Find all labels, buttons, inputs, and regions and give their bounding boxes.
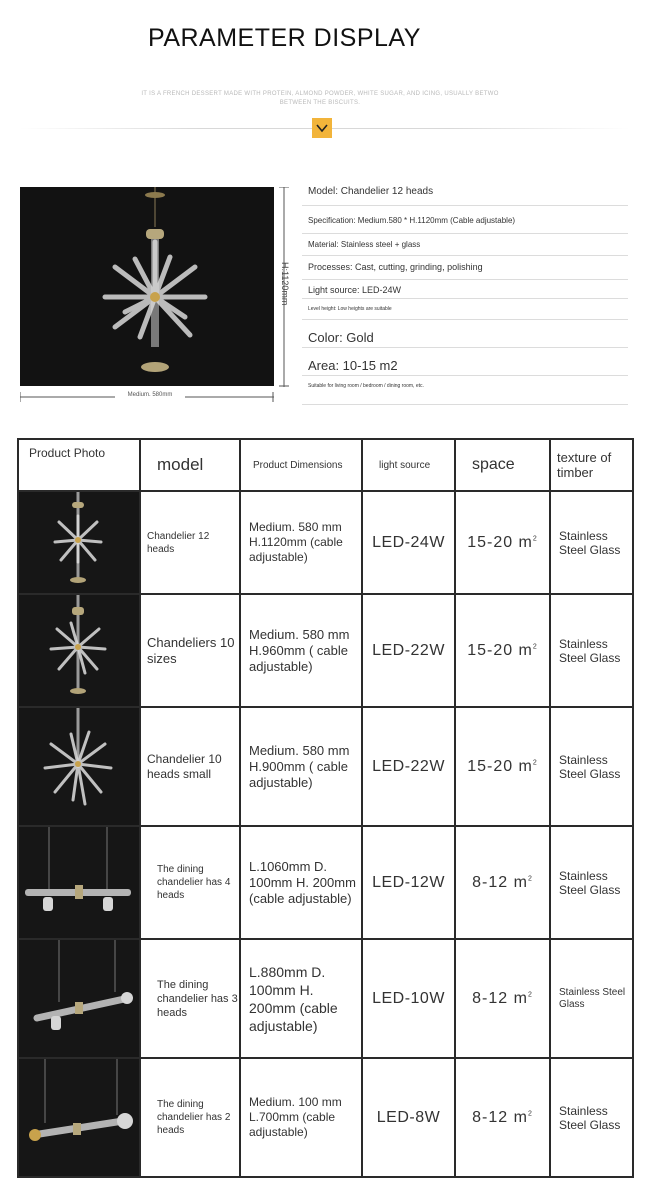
row-light-source: LED-10W	[362, 939, 455, 1058]
table-row	[18, 491, 633, 594]
header-texture: texture of timber	[550, 439, 633, 491]
product-table	[17, 438, 634, 1178]
row-light-source: LED-24W	[362, 491, 455, 594]
height-dimension-label: H:1120mm	[280, 262, 290, 306]
spec-specification: Specification: Medium.580 * H.1120mm (Cable adjustable)	[302, 212, 628, 234]
row-light-source: LED-12W	[362, 826, 455, 939]
row-texture: Stainless Steel Glass	[550, 594, 633, 707]
product-photo	[18, 491, 140, 594]
header-model: model	[140, 439, 240, 491]
table-row	[18, 707, 633, 826]
row-model: Chandelier 12 heads	[140, 491, 240, 594]
table-row	[18, 594, 633, 707]
table-header-row	[18, 439, 633, 491]
spec-model: Model: Chandelier 12 heads	[302, 182, 628, 206]
table-row	[18, 1058, 633, 1177]
product-photo	[18, 707, 140, 826]
row-texture: Stainless Steel Glass	[550, 707, 633, 826]
page-subtitle: IT IS A FRENCH DESSERT MADE WITH PROTEIN, ALMOND POWDER, WHITE SUGAR, AND ICING, USUALLY BETWO BETWEEN THE BISCUITS.	[141, 91, 499, 106]
row-space: 8-12 $m^2$	[455, 1058, 550, 1177]
page-title: PARAMETER DISPLAY	[148, 24, 421, 52]
table-row	[18, 939, 633, 1058]
width-dimension-label: Medium. 580mm	[115, 392, 185, 398]
header-dimensions: Product Dimensions	[240, 439, 362, 491]
row-model: The dining chandelier has 2 heads	[140, 1058, 240, 1177]
header-space: space	[455, 439, 550, 491]
row-texture: Stainless Steel Glass	[550, 491, 633, 594]
row-space: 15-20 $m^2$	[455, 707, 550, 826]
product-photo	[18, 826, 140, 939]
row-space: 8-12 $m^2$	[455, 939, 550, 1058]
row-dimensions: L.880mm D. 100mm H. 200mm (cable adjustable)	[240, 939, 362, 1058]
row-light-source: LED-8W	[362, 1058, 455, 1177]
spec-light-source: Light source: LED-24W	[302, 281, 628, 299]
row-light-source: LED-22W	[362, 594, 455, 707]
header-photo: Product Photo	[18, 439, 140, 491]
spec-processes: Processes: Cast, cutting, grinding, polishing	[302, 258, 628, 280]
chevron-down-icon	[312, 118, 332, 138]
row-texture: Stainless Steel Glass	[550, 1058, 633, 1177]
spec-material: Material: Stainless steel + glass	[302, 236, 628, 256]
header-light-source: light source	[362, 439, 455, 491]
row-light-source: LED-22W	[362, 707, 455, 826]
row-dimensions: L.1060mm D. 100mm H. 200mm (cable adjustable)	[240, 826, 362, 939]
row-space: 15-20 $m^2$	[455, 491, 550, 594]
row-texture: Stainless Steel Glass	[550, 826, 633, 939]
row-texture: Stainless Steel Glass	[550, 939, 633, 1058]
hero-product-image	[20, 187, 274, 386]
row-model: Chandelier 10 heads small	[140, 707, 240, 826]
row-dimensions: Medium. 580 mm H.900mm ( cable adjustable)	[240, 707, 362, 826]
row-dimensions: Medium. 580 mm H.1120mm (cable adjustable)	[240, 491, 362, 594]
row-model: Chandeliers 10 sizes	[140, 594, 240, 707]
row-model: The dining chandelier has 3 heads	[140, 939, 240, 1058]
product-photo	[18, 1058, 140, 1177]
product-photo	[18, 939, 140, 1058]
table-row	[18, 826, 633, 939]
spec-color: Color: Gold	[302, 326, 628, 348]
spec-area: Area: 10-15 m2	[302, 354, 628, 376]
spec-suitable: Suitable for living room / bedroom / dining room, etc.	[302, 379, 628, 405]
spec-level-height: Level height: Low heights are suitable	[302, 302, 628, 320]
row-space: 8-12 $m^2$	[455, 826, 550, 939]
row-dimensions: Medium. 580 mm H.960mm ( cable adjustable)	[240, 594, 362, 707]
product-photo	[18, 594, 140, 707]
row-model: The dining chandelier has 4 heads	[140, 826, 240, 939]
row-dimensions: Medium. 100 mm L.700mm (cable adjustable)	[240, 1058, 362, 1177]
row-space: 15-20 $m^2$	[455, 594, 550, 707]
